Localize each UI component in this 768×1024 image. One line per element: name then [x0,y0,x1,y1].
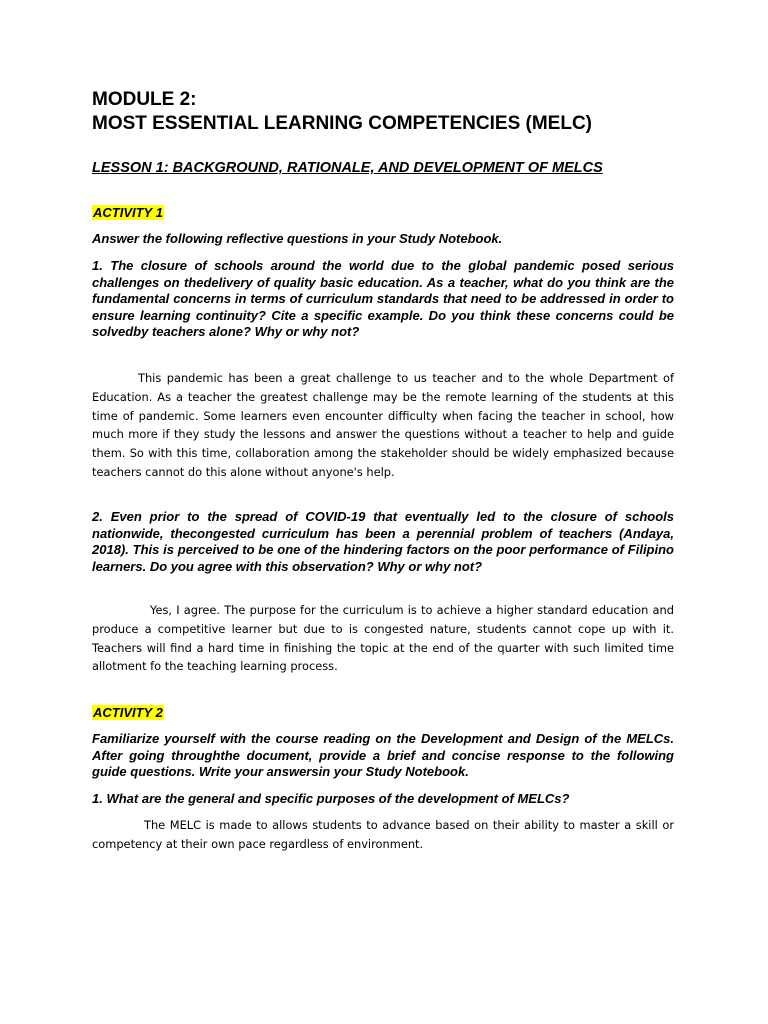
activity-1-question-1: 1. The closure of schools around the world due to the global pandemic posed serious challenges on thedelivery of quality basic education. As a teacher, what do you think are the fundamental concerns in terms of curriculum standards that need to be addressed in order to ensure learning continuity? Cite a specific example. Do you think these concerns could be solvedby teachers alone? Why or why not? [92,258,674,340]
activity-1-answer-2: Yes, I agree. The purpose for the curriculum is to achieve a higher standard education and produce a competitive learner but due to is congested nature, students cannot cope up with it. Teachers will find a hard time in finishing the topic at the end of the quarter with such limited time allotment fo the teaching learning process. [92,603,674,674]
activity-2-question-1: 1. What are the general and specific purposes of the development of MELCs? [92,791,570,806]
lesson-heading: LESSON 1: BACKGROUND, RATIONALE, AND DEVELOPMENT OF MELCS [92,160,603,176]
module-title: MOST ESSENTIAL LEARNING COMPETENCIES (MELC) [92,113,593,134]
activity-1-label [92,205,164,221]
activity-1-instruction: Answer the following reflective questions in your Study Notebook. [92,231,503,246]
activity-2-label [92,705,164,721]
activity-1-highlight: ACTIVITY 1 [93,205,163,220]
activity-2-highlight: ACTIVITY 2 [93,705,163,720]
module-number-title: MODULE 2: [92,89,197,110]
activity-2-answer-1: The MELC is made to allows students to advance based on their ability to master a skill or competency at their own pace regardless of environment. [92,818,674,851]
activity-1-question-2: 2. Even prior to the spread of COVID-19 that eventually led to the closure of schools nationwide, thecongested curriculum has been a perennial problem of teachers (Andaya, 2018). This is perceived to be one of the hindering factors on the poor performance of Filipino learners. Do you agree with this observation? Why or why not? [92,509,674,574]
activity-1-answer-1: This pandemic has been a great challenge to us teacher and to the whole Department of Education. As a teacher the greatest challenge may be the remote learning of the students at this time of pandemic. Some learners even encounter difficulty when facing the teacher in school, how much more if they study the lessons and answer the questions without a teacher to help and guide them. So with this time, collaboration among the stakeholder should be widely emphasized because teachers cannot do this alone without anyone's help. [92,371,674,479]
activity-2-instruction: Familiarize yourself with the course reading on the Development and Design of the MELCs. After going throughthe document, provide a brief and concise response to the following guide questions. Write your answersin your Study Notebook. [92,731,674,780]
